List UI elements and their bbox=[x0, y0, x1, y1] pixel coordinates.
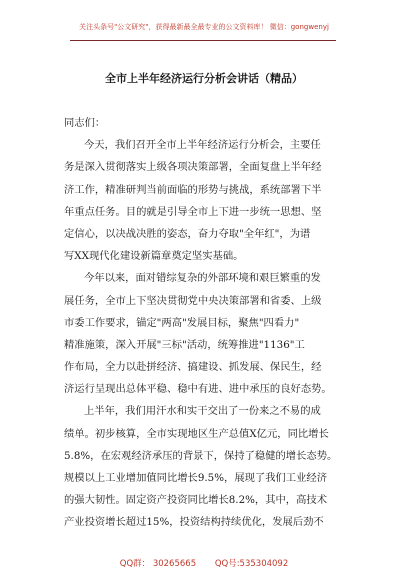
paragraph-line: 上半年，我们用汗水和实干交出了一份来之不易的成 bbox=[84, 405, 321, 418]
paragraph-line: 年重点任务。目的就是引导全市上下进一步统一思想、坚 bbox=[64, 205, 322, 218]
paragraph-line: 定信心，以决战决胜的姿态，奋力夺取"全年红"，为谱 bbox=[64, 227, 311, 240]
qq-number: QQ号:535304092 bbox=[214, 559, 289, 569]
paragraph-line: 务是深入贯彻落实上级各项决策部署，全面复盘上半年经 bbox=[64, 161, 322, 174]
paragraph-line: 产业投资增长超过15%，投资结构持续优化，发展后劲不 bbox=[64, 516, 324, 529]
paragraph-line: 精准施策，深入开展"三标"活动，统筹推进"1136"工 bbox=[64, 338, 305, 351]
paragraph-line: 济工作，精准研判当前面临的形势与挑战，系统部署下半 bbox=[64, 183, 322, 196]
paragraph-line: 展任务，全市上下坚决贯彻党中央决策部署和省委、上级 bbox=[64, 294, 322, 307]
header-note: 关注头条号"公文研究"，获得最新最全最专业的公文资料库！ 微信：gongwenyj bbox=[79, 23, 329, 31]
salutation: 同志们： bbox=[64, 117, 106, 129]
paragraph bbox=[64, 400, 352, 533]
paragraph-line: 5.8%，在宏观经济承压的背景下，保持了稳健的增长态势。 bbox=[64, 449, 338, 462]
paragraph-line: 济运行呈现出总体平稳、稳中有进、进中承压的良好态势。 bbox=[64, 383, 332, 396]
paragraph-line: 的强大韧性。固定资产投资同比增长8.2%，其中，高技术 bbox=[64, 494, 327, 507]
paragraph-line: 作布局，全力以赴拼经济、搞建设、抓发展、保民生，经 bbox=[64, 361, 322, 374]
footer-contact bbox=[0, 557, 408, 569]
qq-group-number: QQ群： 30265665 bbox=[119, 559, 197, 569]
paragraph-line: 写XX现代化建设新篇章奠定坚实基础。 bbox=[64, 250, 244, 263]
paragraph-line: 今天，我们召开全市上半年经济运行分析会，主要任 bbox=[84, 139, 321, 152]
document-title: 全市上半年经济运行分析会讲话（精品） bbox=[105, 72, 303, 85]
paragraph bbox=[64, 267, 352, 400]
paragraph-line: 规模以上工业增加值同比增长9.5%，展现了我们工业经济 bbox=[64, 472, 327, 484]
paragraph-line: 今年以来，面对错综复杂的外部环境和艰巨繁重的发 bbox=[84, 272, 321, 285]
paragraph bbox=[64, 134, 352, 267]
paragraph-line: 绩单。初步核算，全市实现地区生产总值X亿元，同比增长 bbox=[64, 427, 329, 440]
header-divider bbox=[70, 40, 336, 41]
document-body bbox=[64, 112, 352, 534]
paragraph-line: 市委工作要求，锚定"两高"发展目标，聚焦"四看力" bbox=[64, 316, 300, 329]
